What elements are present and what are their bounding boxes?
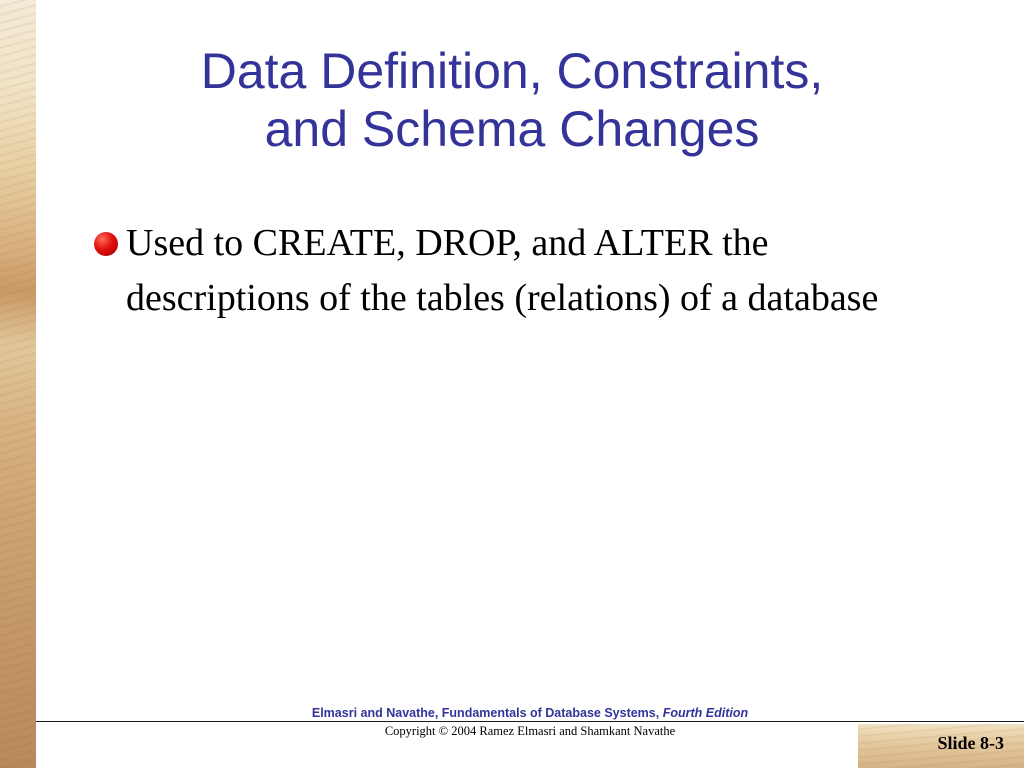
bullet-text: Used to CREATE, DROP, and ALTER the descriptions of the tables (relations) of a database <box>126 222 879 319</box>
footer-copyright: Copyright © 2004 Ramez Elmasri and Shamkant Navathe <box>384 724 676 738</box>
footer-credit-title: Elmasri and Navathe, Fundamentals of Database Systems, <box>311 706 663 720</box>
slide-number: Slide 8-3 <box>937 733 1004 753</box>
bullet-dot-icon <box>94 232 118 256</box>
decorative-sand-strip <box>0 0 36 768</box>
slide-title-line-1: Data Definition, Constraints, <box>200 43 824 99</box>
footer-credit-edition: Fourth Edition <box>662 706 749 720</box>
footer-divider <box>36 721 1024 722</box>
slide-number-panel <box>858 724 1024 768</box>
footer-book-credit <box>36 706 1024 720</box>
slide-title <box>100 42 924 158</box>
bullet-item <box>92 216 922 326</box>
slide-title-line-2: and Schema Changes <box>264 101 760 157</box>
bullet-list <box>92 216 922 326</box>
